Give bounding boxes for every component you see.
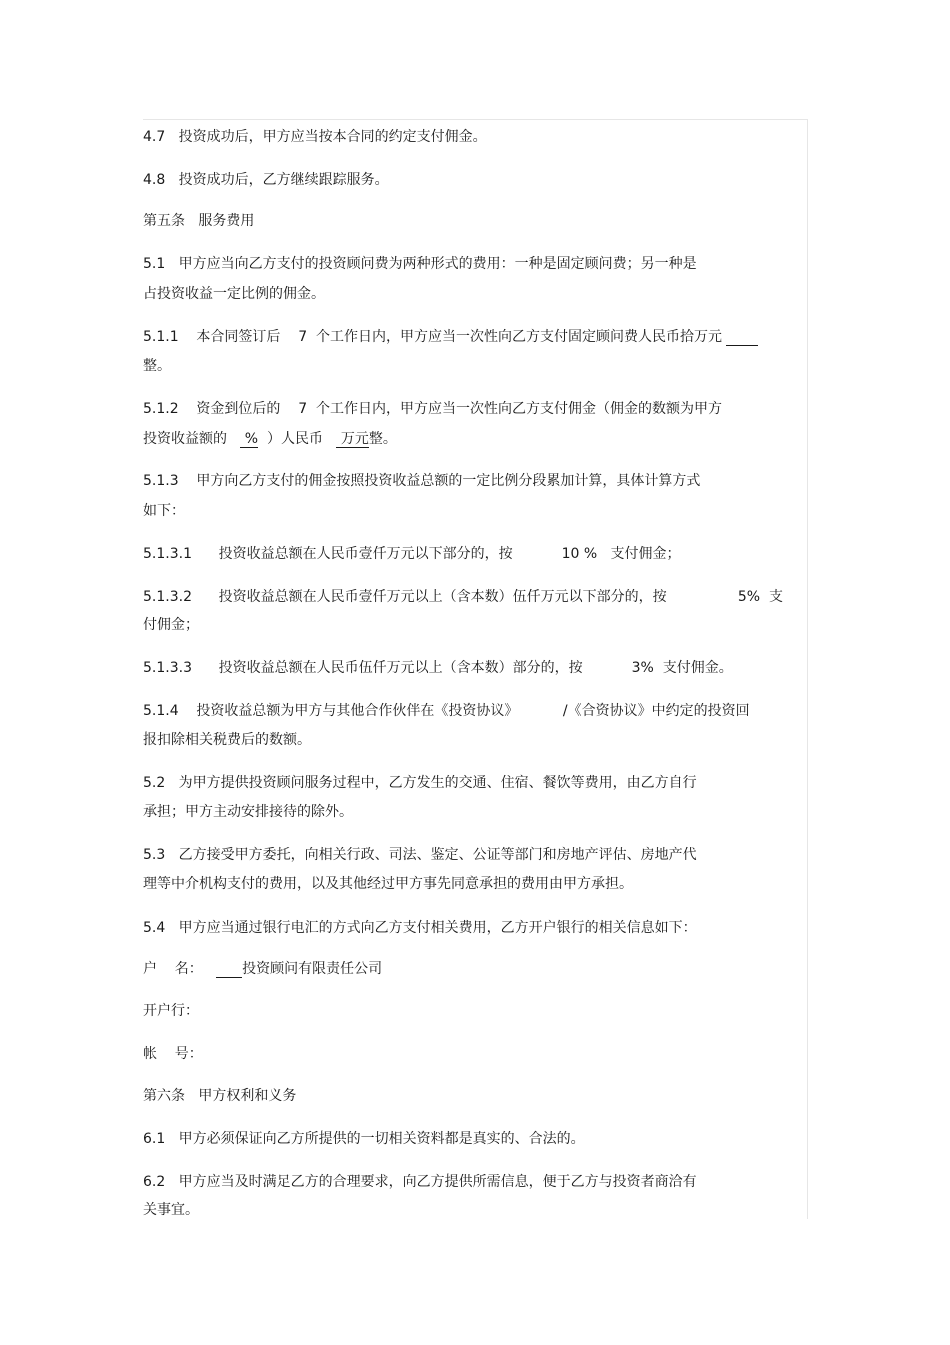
clause-5-2-line-1: 5.2 为甲方提供投资顾问服务过程中，乙方发生的交通、住宿、餐饮等费用，由乙方自行 xyxy=(143,775,697,791)
clause-6-2-line-1: 6.2 甲方应当及时满足乙方的合理要求，向乙方提供所需信息，便于乙方与投资者商洽有 xyxy=(143,1174,697,1190)
page-frame-right-border xyxy=(807,119,808,1219)
account-name-label: 户 名： xyxy=(143,961,217,977)
page-frame-top-border xyxy=(143,119,808,120)
commission-percent-blank: % xyxy=(240,431,259,447)
account-name-value: 投资顾问有限责任公司 xyxy=(242,961,383,977)
clause-5-1-4-line-2: 报扣除相关税费后的数额。 xyxy=(143,732,311,748)
clause-4-8: 4.8 投资成功后，乙方继续跟踪服务。 xyxy=(143,172,389,188)
clause-5-1-1-text: 5.1.1 本合同签订后 7 个工作日内，甲方应当一次性向乙方支付固定顾问费人民币拾万元 xyxy=(143,329,723,345)
commission-amount-blank: 万元 xyxy=(336,431,369,447)
clause-5-1-3-2-line-2: 付佣金； xyxy=(143,617,199,633)
clause-5-3-line-2: 理等中介机构支付的费用，以及其他经过甲方事先同意承担的费用由甲方承担。 xyxy=(143,876,633,892)
clause-5-1-line-2: 占投资收益一定比例的佣金。 xyxy=(143,286,325,302)
clause-5-1-2-line-2 xyxy=(143,429,397,449)
clause-6-1: 6.1 甲方必须保证向乙方所提供的一切相关资料都是真实的、合法的。 xyxy=(143,1131,585,1147)
clause-5-1-line-1: 5.1 甲方应当向乙方支付的投资顾问费为两种形式的费用：一种是固定顾问费；另一种是 xyxy=(143,256,697,272)
clause-5-1-1-line-1 xyxy=(143,327,758,347)
article-6-heading: 第六条 甲方权利和义务 xyxy=(143,1088,297,1104)
clause-5-1-3-3: 5.1.3.3 投资收益总额在人民币伍仟万元以上（含本数）部分的，按 3% 支付佣金。 xyxy=(143,660,733,676)
fixed-fee-blank xyxy=(726,329,758,346)
clause-6-2-line-2: 关事宜。 xyxy=(143,1202,199,1218)
account-name-line xyxy=(143,959,382,979)
account-name-blank xyxy=(216,961,242,978)
clause-5-4: 5.4 甲方应当通过银行电汇的方式向乙方支付相关费用，乙方开户银行的相关信息如下： xyxy=(143,920,697,936)
clause-5-1-3-line-2: 如下： xyxy=(143,503,185,519)
clause-5-1-1-line-2: 整。 xyxy=(143,358,171,374)
clause-5-3-line-1: 5.3 乙方接受甲方委托，向相关行政、司法、鉴定、公证等部门和房地产评估、房地产代 xyxy=(143,847,697,863)
account-number-line: 帐 号： xyxy=(143,1046,203,1062)
clause-4-7: 4.7 投资成功后，甲方应当按本合同的约定支付佣金。 xyxy=(143,129,487,145)
clause-5-1-3-line-1: 5.1.3 甲方向乙方支付的佣金按照投资收益总额的一定比例分段累加计算，具体计算方式 xyxy=(143,473,701,489)
clause-5-1-2-text-c: 整。 xyxy=(368,431,397,447)
clause-5-2-line-2: 承担；甲方主动安排接待的除外。 xyxy=(143,804,353,820)
clause-5-1-4-line-1: 5.1.4 投资收益总额为甲方与其他合作伙伴在《投资协议》 /《合资协议》中约定的投资回 xyxy=(143,703,750,719)
clause-5-1-3-2-line-1: 5.1.3.2 投资收益总额在人民币壹仟万元以上（含本数）伍仟万元以下部分的，按 5% 支 xyxy=(143,589,783,605)
article-5-heading: 第五条 服务费用 xyxy=(143,213,255,229)
clause-5-1-2-line-1: 5.1.2 资金到位后的 7 个工作日内，甲方应当一次性向乙方支付佣金（佣金的数额为甲方 xyxy=(143,401,723,417)
bank-name-line: 开户行： xyxy=(143,1003,199,1019)
clause-5-1-2-text-b: ）人民币 xyxy=(258,431,337,447)
clause-5-1-2-text-a: 投资收益额的 xyxy=(143,431,241,447)
clause-5-1-3-1: 5.1.3.1 投资收益总额在人民币壹仟万元以下部分的，按 10 % 支付佣金； xyxy=(143,546,681,562)
